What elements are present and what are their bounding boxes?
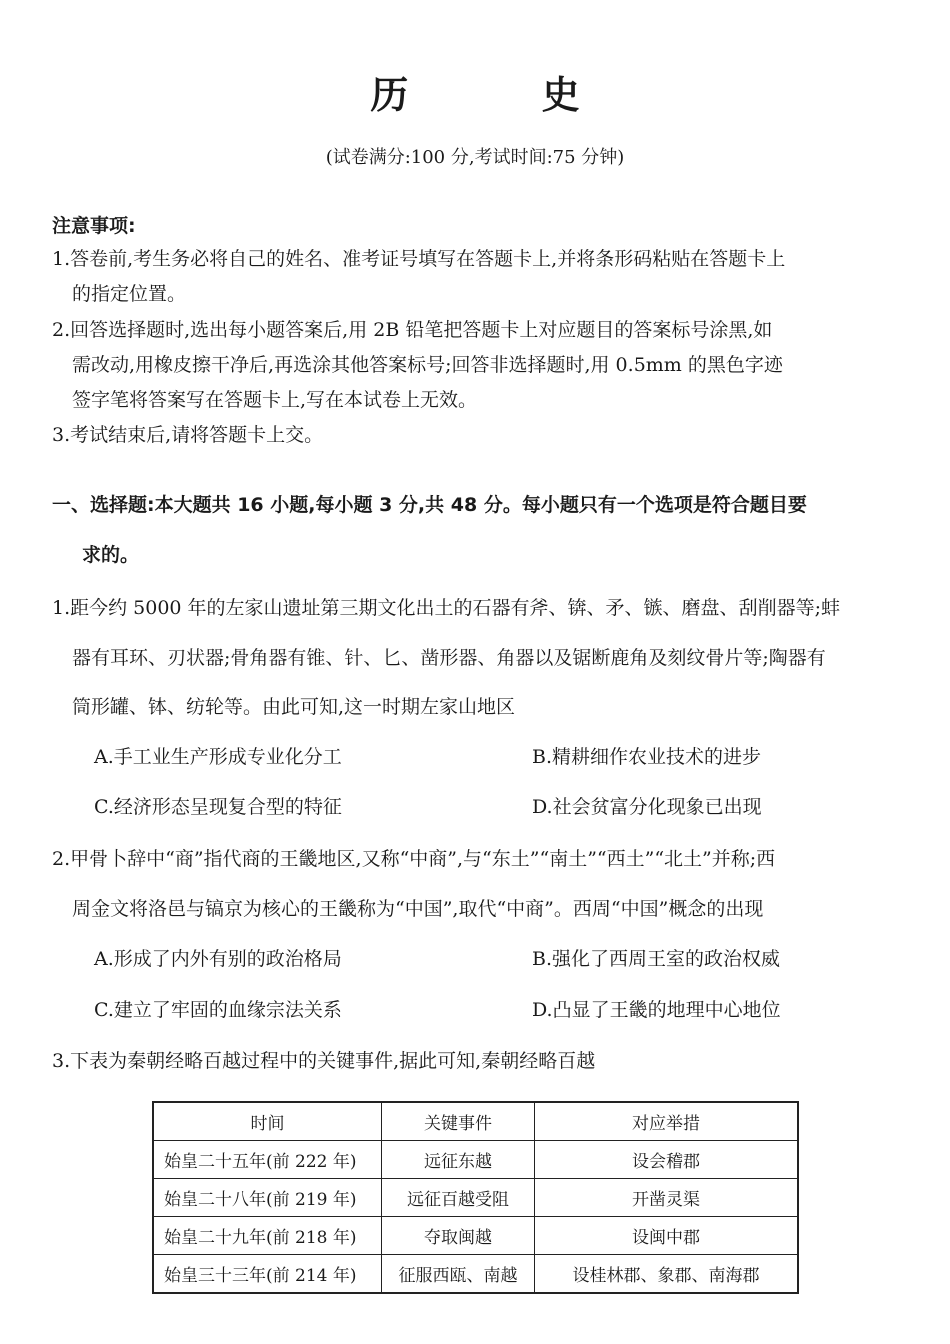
- page-title: 历 史: [370, 73, 640, 117]
- note-2-line-3: 签字笔将答案写在答题卡上,写在本试卷上无效。: [72, 389, 478, 411]
- question-1-line-3: 筒形罐、钵、纺轮等。由此可知,这一时期左家山地区: [72, 696, 516, 718]
- table-header-cell: 对应举措: [535, 1102, 799, 1141]
- table-row: [153, 1179, 798, 1217]
- table-header-row: [153, 1102, 798, 1141]
- question-1-option-c: C.经济形态呈现复合型的特征: [94, 796, 342, 818]
- section-1-heading: 一、选择题:本大题共 16 小题,每小题 3 分,共 48 分。每小题只有一个选项是符合题目要: [52, 494, 807, 516]
- note-3: 3.考试结束后,请将答题卡上交。: [52, 424, 324, 446]
- question-1-line-1: 1.距今约 5000 年的左家山遗址第三期文化出土的石器有斧、锛、矛、镞、磨盘、刮削器等;蚌: [52, 597, 840, 619]
- table-cell: 设闽中郡: [535, 1217, 799, 1255]
- question-2-line-2: 周金文将洛邑与镐京为核心的王畿称为“中国”,取代“中商”。西周“中国”概念的出现: [72, 898, 764, 920]
- question-2-option-a: A.形成了内外有别的政治格局: [94, 948, 342, 970]
- question-1-line-2: 器有耳环、刃状器;骨角器有锥、针、匕、凿形器、角器以及锯断鹿角及刻纹骨片等;陶器有: [72, 647, 826, 669]
- question-1-option-b: B.精耕细作农业技术的进步: [532, 746, 762, 768]
- table-row: [153, 1141, 798, 1179]
- note-2-line-2: 需改动,用橡皮擦干净后,再选涂其他答案标号;回答非选择题时,用 0.5mm 的黑色字迹: [72, 354, 783, 376]
- table-cell: 开凿灵渠: [535, 1179, 799, 1217]
- table-cell: 始皇二十八年(前 219 年): [153, 1179, 382, 1217]
- table-cell: 设会稽郡: [535, 1141, 799, 1179]
- table-cell: 始皇三十三年(前 214 年): [153, 1255, 382, 1294]
- table-cell: 夺取闽越: [382, 1217, 535, 1255]
- table-header-cell: 时间: [153, 1102, 382, 1141]
- table-row: [153, 1255, 798, 1294]
- note-2-line-1: 2.回答选择题时,选出每小题答案后,用 2B 铅笔把答题卡上对应题目的答案标号涂黑,如: [52, 319, 773, 341]
- exam-info: (试卷满分:100 分,考试时间:75 分钟): [325, 147, 625, 168]
- question-2-option-b: B.强化了西周王室的政治权威: [532, 948, 781, 970]
- note-1-line-2: 的指定位置。: [72, 283, 187, 305]
- table-row: [153, 1217, 798, 1255]
- note-1-line-1: 1.答卷前,考生务必将自己的姓名、准考证号填写在答题卡上,并将条形码粘贴在答题卡上: [52, 248, 786, 270]
- table-cell: 始皇二十五年(前 222 年): [153, 1141, 382, 1179]
- notes-heading: 注意事项:: [52, 215, 136, 237]
- table-cell: 远征东越: [382, 1141, 535, 1179]
- table-cell: 远征百越受阻: [382, 1179, 535, 1217]
- question-3-line-1: 3.下表为秦朝经略百越过程中的关键事件,据此可知,秦朝经略百越: [52, 1050, 596, 1072]
- section-1-heading-cont: 求的。: [82, 544, 140, 566]
- question-2-option-d: D.凸显了王畿的地理中心地位: [532, 999, 781, 1021]
- table-cell: 始皇二十九年(前 218 年): [153, 1217, 382, 1255]
- table-header-cell: 关键事件: [382, 1102, 535, 1141]
- question-2-option-c: C.建立了牢固的血缘宗法关系: [94, 999, 342, 1021]
- question-1-option-a: A.手工业生产形成专业化分工: [94, 746, 342, 768]
- events-table: [152, 1101, 799, 1294]
- table-cell: 征服西瓯、南越: [382, 1255, 535, 1294]
- question-1-option-d: D.社会贫富分化现象已出现: [532, 796, 762, 818]
- question-2-line-1: 2.甲骨卜辞中“商”指代商的王畿地区,又称“中商”,与“东土”“南土”“西土”“北土”并称;西: [52, 848, 776, 870]
- table-cell: 设桂林郡、象郡、南海郡: [535, 1255, 799, 1294]
